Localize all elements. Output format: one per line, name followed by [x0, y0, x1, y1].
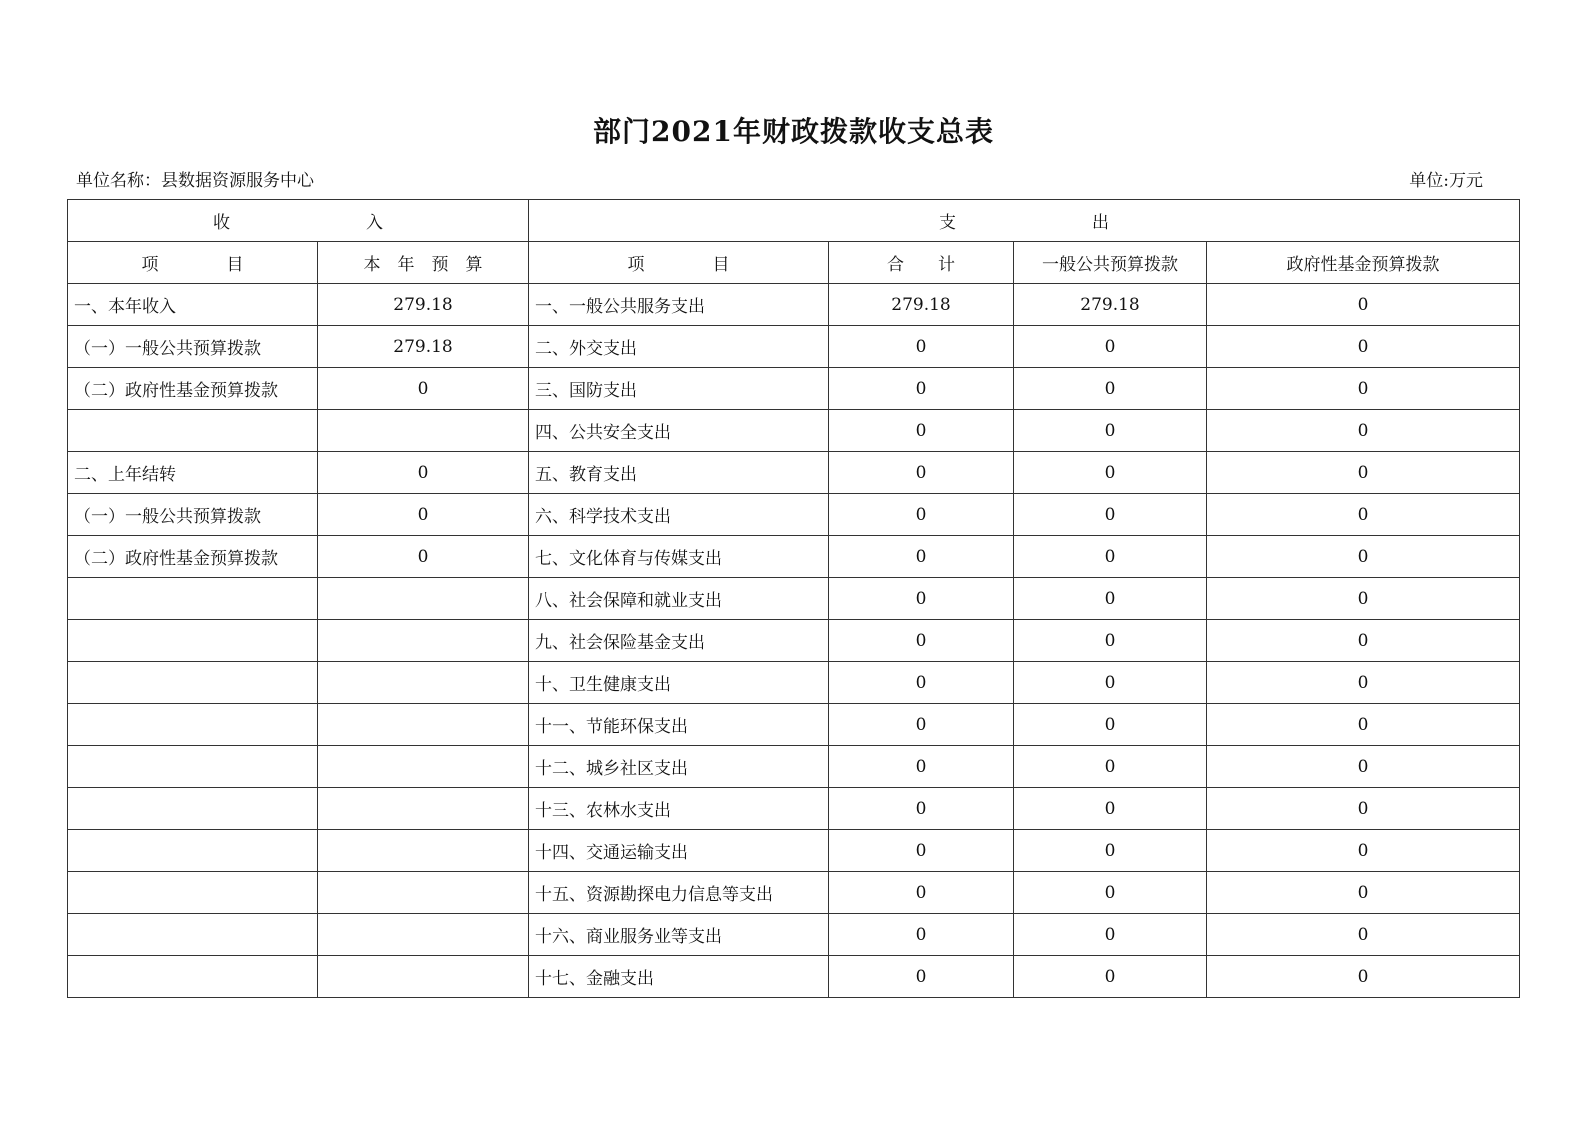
table-row — [68, 284, 1520, 326]
income-amount-cell — [318, 620, 529, 662]
expense-item-cell: 十二、城乡社区支出 — [529, 746, 829, 788]
expense-item-cell: 四、公共安全支出 — [529, 410, 829, 452]
general-cell: 0 — [1014, 578, 1207, 620]
header-income: 收 入 — [68, 200, 529, 242]
total-cell: 0 — [829, 662, 1014, 704]
income-item-cell — [68, 746, 318, 788]
header-income-budget: 本 年 预 算 — [318, 242, 529, 284]
header-row-group — [68, 200, 1520, 242]
total-cell: 0 — [829, 368, 1014, 410]
income-item-cell — [68, 410, 318, 452]
budget-table — [67, 199, 1520, 998]
total-cell: 0 — [829, 872, 1014, 914]
total-cell: 0 — [829, 410, 1014, 452]
income-amount-cell: 0 — [318, 536, 529, 578]
fund-cell: 0 — [1207, 578, 1520, 620]
expense-item-cell: 十七、金融支出 — [529, 956, 829, 998]
header-row-columns — [68, 242, 1520, 284]
expense-item-cell: 十六、商业服务业等支出 — [529, 914, 829, 956]
expense-item-cell: 八、社会保障和就业支出 — [529, 578, 829, 620]
general-cell: 0 — [1014, 662, 1207, 704]
table-row — [68, 578, 1520, 620]
income-item-cell: 一、本年收入 — [68, 284, 318, 326]
total-cell: 0 — [829, 578, 1014, 620]
fund-cell: 0 — [1207, 536, 1520, 578]
expense-item-cell: 五、教育支出 — [529, 452, 829, 494]
expense-item-cell: 十、卫生健康支出 — [529, 662, 829, 704]
general-cell: 0 — [1014, 956, 1207, 998]
fund-cell: 0 — [1207, 368, 1520, 410]
income-item-cell: （二）政府性基金预算拨款 — [68, 368, 318, 410]
table-row — [68, 368, 1520, 410]
table-body — [68, 284, 1520, 998]
income-amount-cell — [318, 914, 529, 956]
general-cell: 0 — [1014, 620, 1207, 662]
fund-cell: 0 — [1207, 704, 1520, 746]
expense-item-cell: 九、社会保险基金支出 — [529, 620, 829, 662]
page-title: 部门2021年财政拨款收支总表 — [593, 115, 994, 148]
income-item-cell: （二）政府性基金预算拨款 — [68, 536, 318, 578]
income-amount-cell — [318, 788, 529, 830]
income-item-cell — [68, 788, 318, 830]
fund-cell: 0 — [1207, 746, 1520, 788]
general-cell: 0 — [1014, 704, 1207, 746]
header-income-item: 项 目 — [68, 242, 318, 284]
total-cell: 0 — [829, 746, 1014, 788]
general-cell: 0 — [1014, 788, 1207, 830]
table-row — [68, 620, 1520, 662]
table-row — [68, 536, 1520, 578]
header-fund: 政府性基金预算拨款 — [1207, 242, 1520, 284]
fund-cell: 0 — [1207, 914, 1520, 956]
income-item-cell: （一）一般公共预算拨款 — [68, 494, 318, 536]
table-row — [68, 746, 1520, 788]
income-item-cell — [68, 704, 318, 746]
total-cell: 0 — [829, 452, 1014, 494]
income-amount-cell: 0 — [318, 452, 529, 494]
general-cell: 279.18 — [1014, 284, 1207, 326]
table-row — [68, 830, 1520, 872]
general-cell: 0 — [1014, 746, 1207, 788]
table-row — [68, 452, 1520, 494]
expense-item-cell: 十三、农林水支出 — [529, 788, 829, 830]
income-amount-cell — [318, 872, 529, 914]
table-row — [68, 788, 1520, 830]
table-row — [68, 872, 1520, 914]
general-cell: 0 — [1014, 914, 1207, 956]
table-row — [68, 326, 1520, 368]
income-item-cell — [68, 914, 318, 956]
fund-cell: 0 — [1207, 956, 1520, 998]
expense-item-cell: 十四、交通运输支出 — [529, 830, 829, 872]
income-item-cell: （一）一般公共预算拨款 — [68, 326, 318, 368]
fund-cell: 0 — [1207, 326, 1520, 368]
income-item-cell — [68, 578, 318, 620]
income-amount-cell: 279.18 — [318, 326, 529, 368]
expense-item-cell: 一、一般公共服务支出 — [529, 284, 829, 326]
expense-item-cell: 十五、资源勘探电力信息等支出 — [529, 872, 829, 914]
fund-cell: 0 — [1207, 662, 1520, 704]
income-amount-cell — [318, 662, 529, 704]
expense-item-cell: 二、外交支出 — [529, 326, 829, 368]
fund-cell: 0 — [1207, 620, 1520, 662]
general-cell: 0 — [1014, 410, 1207, 452]
income-amount-cell: 0 — [318, 494, 529, 536]
fund-cell: 0 — [1207, 872, 1520, 914]
income-item-cell — [68, 956, 318, 998]
total-cell: 0 — [829, 830, 1014, 872]
expense-item-cell: 三、国防支出 — [529, 368, 829, 410]
income-amount-cell — [318, 578, 529, 620]
general-cell: 0 — [1014, 368, 1207, 410]
fund-cell: 0 — [1207, 452, 1520, 494]
general-cell: 0 — [1014, 326, 1207, 368]
total-cell: 0 — [829, 494, 1014, 536]
fund-cell: 0 — [1207, 788, 1520, 830]
income-item-cell — [68, 830, 318, 872]
income-item-cell — [68, 662, 318, 704]
expense-item-cell: 六、科学技术支出 — [529, 494, 829, 536]
header-total: 合 计 — [829, 242, 1014, 284]
total-cell: 0 — [829, 704, 1014, 746]
unit-label: 单位:万元 — [1409, 171, 1483, 191]
header-general: 一般公共预算拨款 — [1014, 242, 1207, 284]
general-cell: 0 — [1014, 830, 1207, 872]
unit-name-label: 单位名称：县数据资源服务中心 — [76, 171, 314, 191]
table-row — [68, 410, 1520, 452]
fund-cell: 0 — [1207, 494, 1520, 536]
income-amount-cell — [318, 410, 529, 452]
income-amount-cell: 0 — [318, 368, 529, 410]
total-cell: 0 — [829, 536, 1014, 578]
general-cell: 0 — [1014, 494, 1207, 536]
income-item-cell — [68, 872, 318, 914]
total-cell: 0 — [829, 620, 1014, 662]
table-row — [68, 704, 1520, 746]
table-row — [68, 956, 1520, 998]
expense-item-cell: 十一、节能环保支出 — [529, 704, 829, 746]
total-cell: 0 — [829, 326, 1014, 368]
income-amount-cell — [318, 704, 529, 746]
total-cell: 279.18 — [829, 284, 1014, 326]
general-cell: 0 — [1014, 536, 1207, 578]
total-cell: 0 — [829, 914, 1014, 956]
fund-cell: 0 — [1207, 830, 1520, 872]
general-cell: 0 — [1014, 452, 1207, 494]
income-amount-cell — [318, 956, 529, 998]
fund-cell: 0 — [1207, 284, 1520, 326]
income-amount-cell — [318, 830, 529, 872]
income-amount-cell: 279.18 — [318, 284, 529, 326]
header-expense-item: 项 目 — [529, 242, 829, 284]
table-row — [68, 914, 1520, 956]
fund-cell: 0 — [1207, 410, 1520, 452]
table-row — [68, 662, 1520, 704]
income-item-cell — [68, 620, 318, 662]
header-expense: 支 出 — [529, 200, 1520, 242]
expense-item-cell: 七、文化体育与传媒支出 — [529, 536, 829, 578]
total-cell: 0 — [829, 956, 1014, 998]
table-row — [68, 494, 1520, 536]
income-amount-cell — [318, 746, 529, 788]
income-item-cell: 二、上年结转 — [68, 452, 318, 494]
general-cell: 0 — [1014, 872, 1207, 914]
total-cell: 0 — [829, 788, 1014, 830]
